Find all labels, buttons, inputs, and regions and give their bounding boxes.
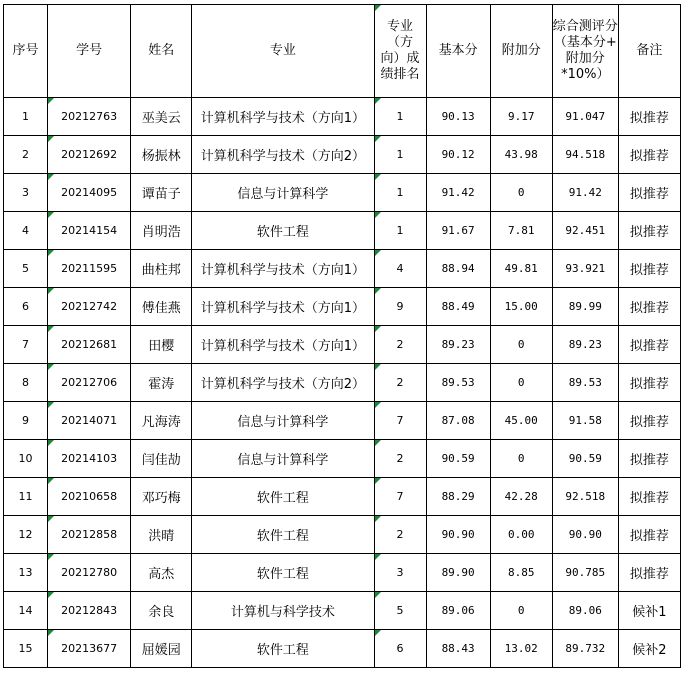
cell-extra-score: 49.81 xyxy=(490,250,552,288)
cell-rank: 5 xyxy=(374,592,426,630)
header-total-line: 综合测评分 xyxy=(552,19,618,34)
header-total-line: （基本分+ xyxy=(553,35,617,50)
cell-extra-score: 9.17 xyxy=(490,98,552,136)
cell-major: 软件工程 xyxy=(192,212,374,250)
cell-base-score: 90.59 xyxy=(426,440,490,478)
cell-seq: 1 xyxy=(4,98,48,136)
cell-note: 候补2 xyxy=(618,630,680,668)
header-base-score: 基本分 xyxy=(426,5,490,98)
cell-seq: 11 xyxy=(4,478,48,516)
cell-base-score: 88.49 xyxy=(426,288,490,326)
header-name: 姓名 xyxy=(131,5,192,98)
cell-major: 软件工程 xyxy=(192,554,374,592)
cell-name: 杨振林 xyxy=(131,136,192,174)
cell-name: 肖明浩 xyxy=(131,212,192,250)
cell-student-id: 20212843 xyxy=(48,592,131,630)
cell-seq: 3 xyxy=(4,174,48,212)
cell-name: 余良 xyxy=(131,592,192,630)
cell-major: 信息与计算科学 xyxy=(192,174,374,212)
table-row xyxy=(4,516,681,554)
cell-extra-score: 15.00 xyxy=(490,288,552,326)
cell-student-id: 20213677 xyxy=(48,630,131,668)
cell-total-score: 89.732 xyxy=(552,630,618,668)
cell-total-score: 89.53 xyxy=(552,364,618,402)
header-total-score xyxy=(552,5,618,98)
cell-base-score: 90.13 xyxy=(426,98,490,136)
cell-rank: 4 xyxy=(374,250,426,288)
cell-student-id: 20212763 xyxy=(48,98,131,136)
cell-name: 屈媛园 xyxy=(131,630,192,668)
table-row xyxy=(4,554,681,592)
header-total-line: *10%） xyxy=(561,67,610,82)
cell-base-score: 88.94 xyxy=(426,250,490,288)
header-seq: 序号 xyxy=(4,5,48,98)
cell-total-score: 94.518 xyxy=(552,136,618,174)
cell-rank: 1 xyxy=(374,98,426,136)
cell-major: 计算机科学与技术（方向1） xyxy=(192,98,374,136)
cell-rank: 6 xyxy=(374,630,426,668)
cell-rank: 2 xyxy=(374,364,426,402)
cell-base-score: 91.67 xyxy=(426,212,490,250)
cell-major: 计算机科学与技术（方向2） xyxy=(192,136,374,174)
cell-rank: 7 xyxy=(374,402,426,440)
table-row xyxy=(4,326,681,364)
cell-total-score: 90.59 xyxy=(552,440,618,478)
cell-extra-score: 0 xyxy=(490,364,552,402)
cell-seq: 4 xyxy=(4,212,48,250)
cell-student-id: 20212681 xyxy=(48,326,131,364)
cell-rank: 1 xyxy=(374,212,426,250)
cell-extra-score: 0 xyxy=(490,440,552,478)
cell-student-id: 20212780 xyxy=(48,554,131,592)
cell-student-id: 20211595 xyxy=(48,250,131,288)
recommendation-table xyxy=(3,4,681,668)
cell-total-score: 89.99 xyxy=(552,288,618,326)
cell-total-score: 91.42 xyxy=(552,174,618,212)
cell-seq: 14 xyxy=(4,592,48,630)
header-rank-line: 专业 xyxy=(387,19,414,34)
cell-base-score: 89.06 xyxy=(426,592,490,630)
cell-student-id: 20212692 xyxy=(48,136,131,174)
table-row xyxy=(4,402,681,440)
header-rank-line: （方 xyxy=(387,35,414,50)
cell-major: 计算机与科学技术 xyxy=(192,592,374,630)
cell-rank: 2 xyxy=(374,326,426,364)
cell-extra-score: 43.98 xyxy=(490,136,552,174)
cell-note: 拟推荐 xyxy=(618,554,680,592)
cell-extra-score: 0 xyxy=(490,326,552,364)
cell-name: 曲柱邦 xyxy=(131,250,192,288)
table-row xyxy=(4,288,681,326)
cell-note: 拟推荐 xyxy=(618,326,680,364)
table-row xyxy=(4,212,681,250)
cell-note: 拟推荐 xyxy=(618,250,680,288)
cell-extra-score: 7.81 xyxy=(490,212,552,250)
cell-note: 拟推荐 xyxy=(618,440,680,478)
table-row xyxy=(4,98,681,136)
cell-name: 凡海涛 xyxy=(131,402,192,440)
table-row xyxy=(4,364,681,402)
cell-name: 高杰 xyxy=(131,554,192,592)
cell-total-score: 89.23 xyxy=(552,326,618,364)
cell-total-score: 91.58 xyxy=(552,402,618,440)
cell-seq: 13 xyxy=(4,554,48,592)
cell-total-score: 91.047 xyxy=(552,98,618,136)
cell-base-score: 87.08 xyxy=(426,402,490,440)
cell-student-id: 20210658 xyxy=(48,478,131,516)
cell-note: 候补1 xyxy=(618,592,680,630)
cell-total-score: 89.06 xyxy=(552,592,618,630)
cell-extra-score: 13.02 xyxy=(490,630,552,668)
cell-student-id: 20212706 xyxy=(48,364,131,402)
header-row xyxy=(4,5,681,98)
cell-name: 田樱 xyxy=(131,326,192,364)
table-row xyxy=(4,174,681,212)
cell-total-score: 90.90 xyxy=(552,516,618,554)
cell-name: 霍涛 xyxy=(131,364,192,402)
cell-name: 洪晴 xyxy=(131,516,192,554)
cell-note: 拟推荐 xyxy=(618,288,680,326)
cell-base-score: 89.23 xyxy=(426,326,490,364)
cell-student-id: 20212742 xyxy=(48,288,131,326)
cell-name: 傅佳燕 xyxy=(131,288,192,326)
cell-name: 邓巧梅 xyxy=(131,478,192,516)
table-row xyxy=(4,136,681,174)
cell-note: 拟推荐 xyxy=(618,136,680,174)
cell-rank: 3 xyxy=(374,554,426,592)
cell-base-score: 90.90 xyxy=(426,516,490,554)
header-extra-score: 附加分 xyxy=(490,5,552,98)
cell-base-score: 91.42 xyxy=(426,174,490,212)
cell-major: 软件工程 xyxy=(192,630,374,668)
cell-rank: 2 xyxy=(374,440,426,478)
cell-note: 拟推荐 xyxy=(618,212,680,250)
cell-seq: 5 xyxy=(4,250,48,288)
cell-note: 拟推荐 xyxy=(618,98,680,136)
cell-rank: 1 xyxy=(374,136,426,174)
cell-rank: 1 xyxy=(374,174,426,212)
cell-total-score: 90.785 xyxy=(552,554,618,592)
table-row xyxy=(4,592,681,630)
cell-student-id: 20212858 xyxy=(48,516,131,554)
cell-note: 拟推荐 xyxy=(618,402,680,440)
table-row xyxy=(4,250,681,288)
cell-base-score: 90.12 xyxy=(426,136,490,174)
header-rank xyxy=(374,5,426,98)
cell-major: 计算机科学与技术（方向1） xyxy=(192,326,374,364)
cell-rank: 7 xyxy=(374,478,426,516)
cell-total-score: 92.451 xyxy=(552,212,618,250)
cell-total-score: 92.518 xyxy=(552,478,618,516)
cell-major: 信息与计算科学 xyxy=(192,440,374,478)
header-major: 专业 xyxy=(192,5,374,98)
header-note: 备注 xyxy=(618,5,680,98)
cell-student-id: 20214095 xyxy=(48,174,131,212)
cell-extra-score: 8.85 xyxy=(490,554,552,592)
cell-base-score: 89.90 xyxy=(426,554,490,592)
cell-student-id: 20214103 xyxy=(48,440,131,478)
cell-seq: 8 xyxy=(4,364,48,402)
cell-base-score: 88.29 xyxy=(426,478,490,516)
cell-student-id: 20214154 xyxy=(48,212,131,250)
header-total-line: 附加分 xyxy=(565,51,605,66)
table-row xyxy=(4,478,681,516)
cell-extra-score: 0 xyxy=(490,592,552,630)
table-row xyxy=(4,440,681,478)
cell-seq: 10 xyxy=(4,440,48,478)
cell-major: 计算机科学与技术（方向1） xyxy=(192,288,374,326)
table-body xyxy=(4,98,681,668)
cell-name: 闫佳劼 xyxy=(131,440,192,478)
cell-extra-score: 42.28 xyxy=(490,478,552,516)
cell-seq: 12 xyxy=(4,516,48,554)
cell-major: 计算机科学与技术（方向2） xyxy=(192,364,374,402)
table-row xyxy=(4,630,681,668)
cell-student-id: 20214071 xyxy=(48,402,131,440)
cell-seq: 7 xyxy=(4,326,48,364)
cell-rank: 2 xyxy=(374,516,426,554)
cell-seq: 2 xyxy=(4,136,48,174)
cell-seq: 9 xyxy=(4,402,48,440)
cell-major: 计算机科学与技术（方向1） xyxy=(192,250,374,288)
header-rank-line: 绩排名 xyxy=(380,67,420,82)
cell-extra-score: 0.00 xyxy=(490,516,552,554)
cell-major: 信息与计算科学 xyxy=(192,402,374,440)
cell-note: 拟推荐 xyxy=(618,478,680,516)
cell-name: 谭苗子 xyxy=(131,174,192,212)
cell-major: 软件工程 xyxy=(192,516,374,554)
cell-total-score: 93.921 xyxy=(552,250,618,288)
cell-rank: 9 xyxy=(374,288,426,326)
cell-note: 拟推荐 xyxy=(618,516,680,554)
cell-base-score: 89.53 xyxy=(426,364,490,402)
cell-note: 拟推荐 xyxy=(618,364,680,402)
cell-extra-score: 45.00 xyxy=(490,402,552,440)
cell-seq: 15 xyxy=(4,630,48,668)
cell-seq: 6 xyxy=(4,288,48,326)
cell-extra-score: 0 xyxy=(490,174,552,212)
header-rank-line: 向）成 xyxy=(380,51,420,66)
cell-base-score: 88.43 xyxy=(426,630,490,668)
cell-major: 软件工程 xyxy=(192,478,374,516)
cell-name: 巫美云 xyxy=(131,98,192,136)
cell-note: 拟推荐 xyxy=(618,174,680,212)
header-student-id: 学号 xyxy=(48,5,131,98)
